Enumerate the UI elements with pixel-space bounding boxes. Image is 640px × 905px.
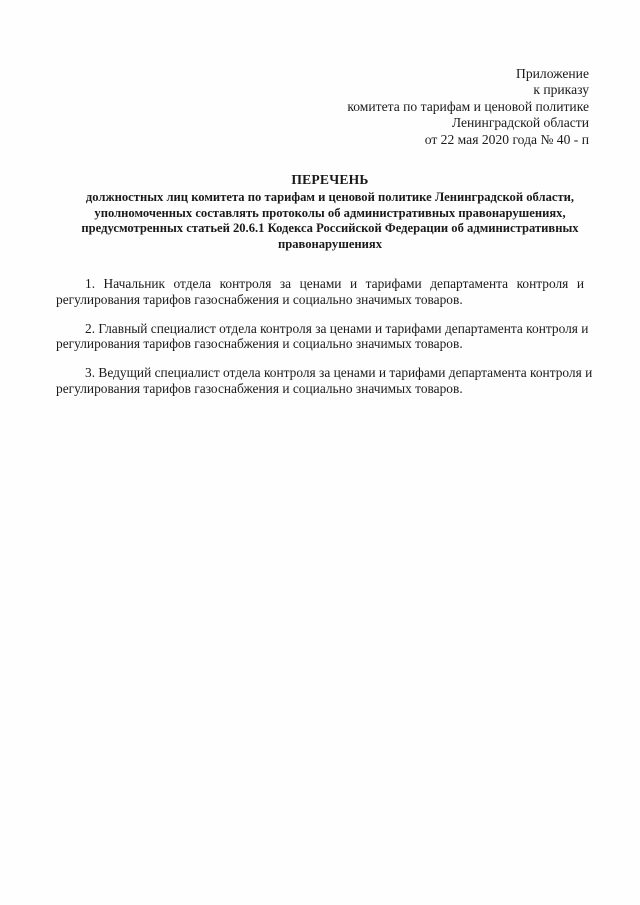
title-subtitle-line: правонарушениях — [277, 236, 383, 251]
document-title — [50, 172, 610, 252]
appendix-region: Ленинградской области — [451, 115, 589, 131]
list-item-text: регулирования тарифов газоснабжения и социально значимых товаров. — [56, 380, 463, 396]
appendix-order-ref: к приказу — [533, 82, 589, 98]
officials-list — [56, 276, 593, 410]
title-subtitle-line: предусмотренных статьей 20.6.1 Кодекса Российской Федерации об административных — [81, 221, 579, 236]
list-item — [56, 320, 589, 353]
list-item — [56, 365, 593, 397]
appendix-label: Приложение — [516, 66, 589, 81]
title-heading: ПЕРЕЧЕНЬ — [291, 172, 369, 187]
appendix-committee: комитета по тарифам и ценовой политике — [347, 98, 589, 114]
list-item-text: 3. Ведущий специалист отдела контроля за ценами и тарифами департамента контроля и — [85, 365, 593, 381]
list-item — [56, 276, 584, 308]
list-item-text: регулирования тарифов газоснабжения и социально значимых товаров. — [56, 336, 463, 352]
appendix-header — [347, 66, 589, 148]
title-subtitle-line: уполномоченных составлять протоколы об административных правонарушениях, — [94, 205, 566, 220]
title-subtitle-line: должностных лиц комитета по тарифам и ценовой политике Ленинградской области, — [85, 190, 575, 204]
title-subtitle — [50, 190, 610, 252]
list-item-text: регулирования тарифов газоснабжения и социально значимых товаров. — [56, 291, 463, 307]
list-item-text: 1. Начальник отдела контроля за ценами и тарифами департамента контроля и — [85, 276, 584, 291]
list-item-text: 2. Главный специалист отдела контроля за ценами и тарифами департамента контроля и — [85, 320, 589, 336]
appendix-date-number: от 22 мая 2020 года № 40 - п — [424, 131, 589, 147]
